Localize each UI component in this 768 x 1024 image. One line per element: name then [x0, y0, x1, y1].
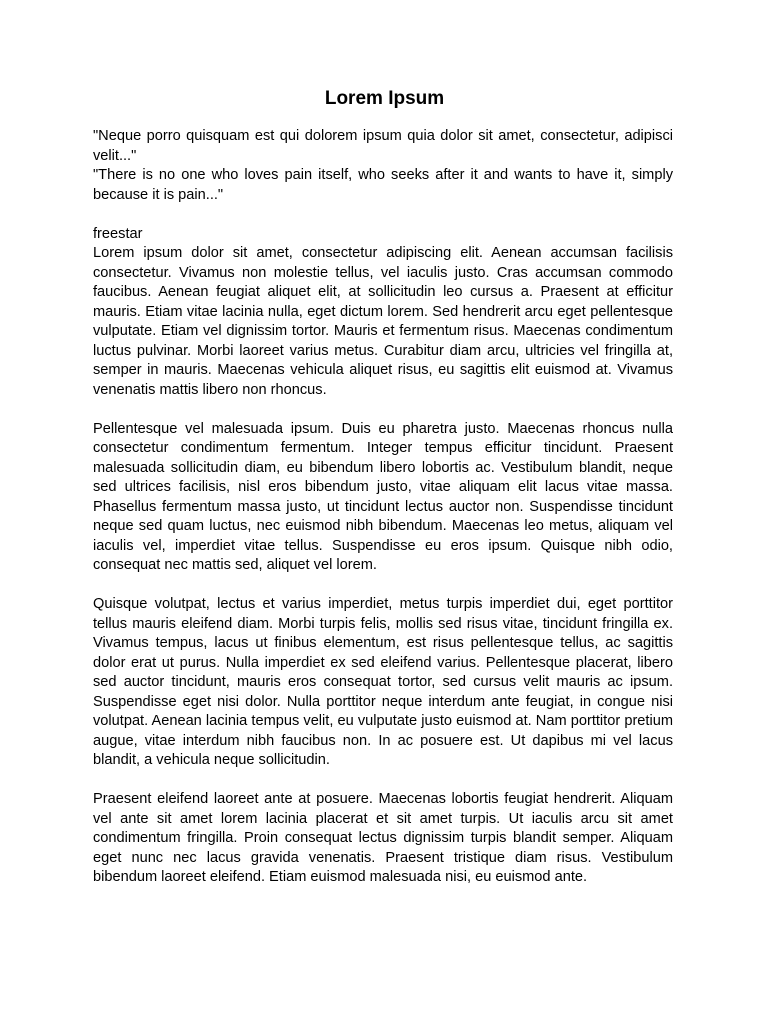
- paragraph-3: Quisque volutpat, lectus et varius imperdiet, metus turpis imperdiet dui, eget porttitor tellus mauris eleifend diam. Morbi turpis felis, mollis sed risus vitae, tincidunt fringilla ex. Vivamus tempus, lacus ut finibus elementum, est risus pellentesque tellus, ac sagittis dolor erat ut purus. Nulla imperdiet ex sed eleifend varius. Pellentesque placerat, libero sed auctor tincidunt, mauris eros consequat tortor, sed cursus velit mauris ac ipsum. Suspendisse eget nisi dolor. Nulla porttitor neque interdum ante feugiat, in congue nisi volutpat. Aenean lacinia tempus velit, eu vulputate justo euismod at. Nam porttitor pretium augue, vitae interdum nibh faucibus non. In ac posuere est. Ut dapibus mi vel lacus blandit, a vehicula neque sollicitudin.: [93, 596, 673, 768]
- paragraph-1: Lorem ipsum dolor sit amet, consectetur adipiscing elit. Aenean accumsan facilisis consectetur. Vivamus non molestie tellus, vel iaculis justo. Cras accumsan commodo faucibus. Aenean feugiat aliquet elit, at sollicitudin leo cursus a. Praesent at efficitur mauris. Etiam vitae lacinia nulla, eget dictum lorem. Sed hendrerit arcu eget pellentesque vulputate. Etiam vel dignissim tortor. Mauris et fermentum risus. Maecenas condimentum luctus pulvinar. Morbi laoreet varius metus. Curabitur diam arcu, ultricies vel fringilla at, semper in mauris. Maecenas vehicula aliquet risus, eu sagittis elit euismod at. Vivamus venenatis mattis libero non rhoncus.: [93, 245, 673, 398]
- spacer: [93, 771, 673, 791]
- section-label: freestar: [93, 225, 143, 242]
- quote-english: "There is no one who loves pain itself, who seeks after it and wants to have it, simply because it is pain...": [93, 167, 673, 203]
- spacer: [93, 205, 673, 225]
- document-page: [93, 86, 673, 888]
- quote-latin: "Neque porro quisquam est qui dolorem ipsum quia dolor sit amet, consectetur, adipisci velit...": [93, 128, 673, 164]
- paragraph-4: Praesent eleifend laoreet ante at posuere. Maecenas lobortis feugiat hendrerit. Aliquam vel ante sit amet lorem lacinia placerat et sit amet turpis. Ut iaculis arcu sit amet condimentum fringilla. Proin consequat lectus dignissim turpis blandit semper. Aliquam eget nunc nec lacus gravida venenatis. Praesent tristique diam risus. Vestibulum bibendum laoreet eleifend. Etiam euismod malesuada nisi, eu euismod ante.: [93, 791, 673, 885]
- page-title: Lorem Ipsum: [324, 88, 445, 109]
- spacer: [93, 400, 673, 420]
- paragraph-2: Pellentesque vel malesuada ipsum. Duis eu pharetra justo. Maecenas rhoncus nulla consectetur condimentum fermentum. Integer tempus efficitur tincidunt. Praesent malesuada sollicitudin diam, eu bibendum libero lobortis ac. Vestibulum blandit, neque sed ultrices facilisis, nisl eros bibendum justo, vitae aliquam elit lacus vitae massa. Phasellus fermentum massa justo, ut tincidunt lectus auctor non. Suspendisse tincidunt neque sed quam luctus, nec euismod nibh bibendum. Maecenas leo metus, aliquam vel iaculis vel, imperdiet vitae tellus. Suspendisse eu eros ipsum. Quisque nibh odio, consequat nec mattis sed, aliquet vel lorem.: [93, 420, 673, 573]
- spacer: [93, 576, 673, 596]
